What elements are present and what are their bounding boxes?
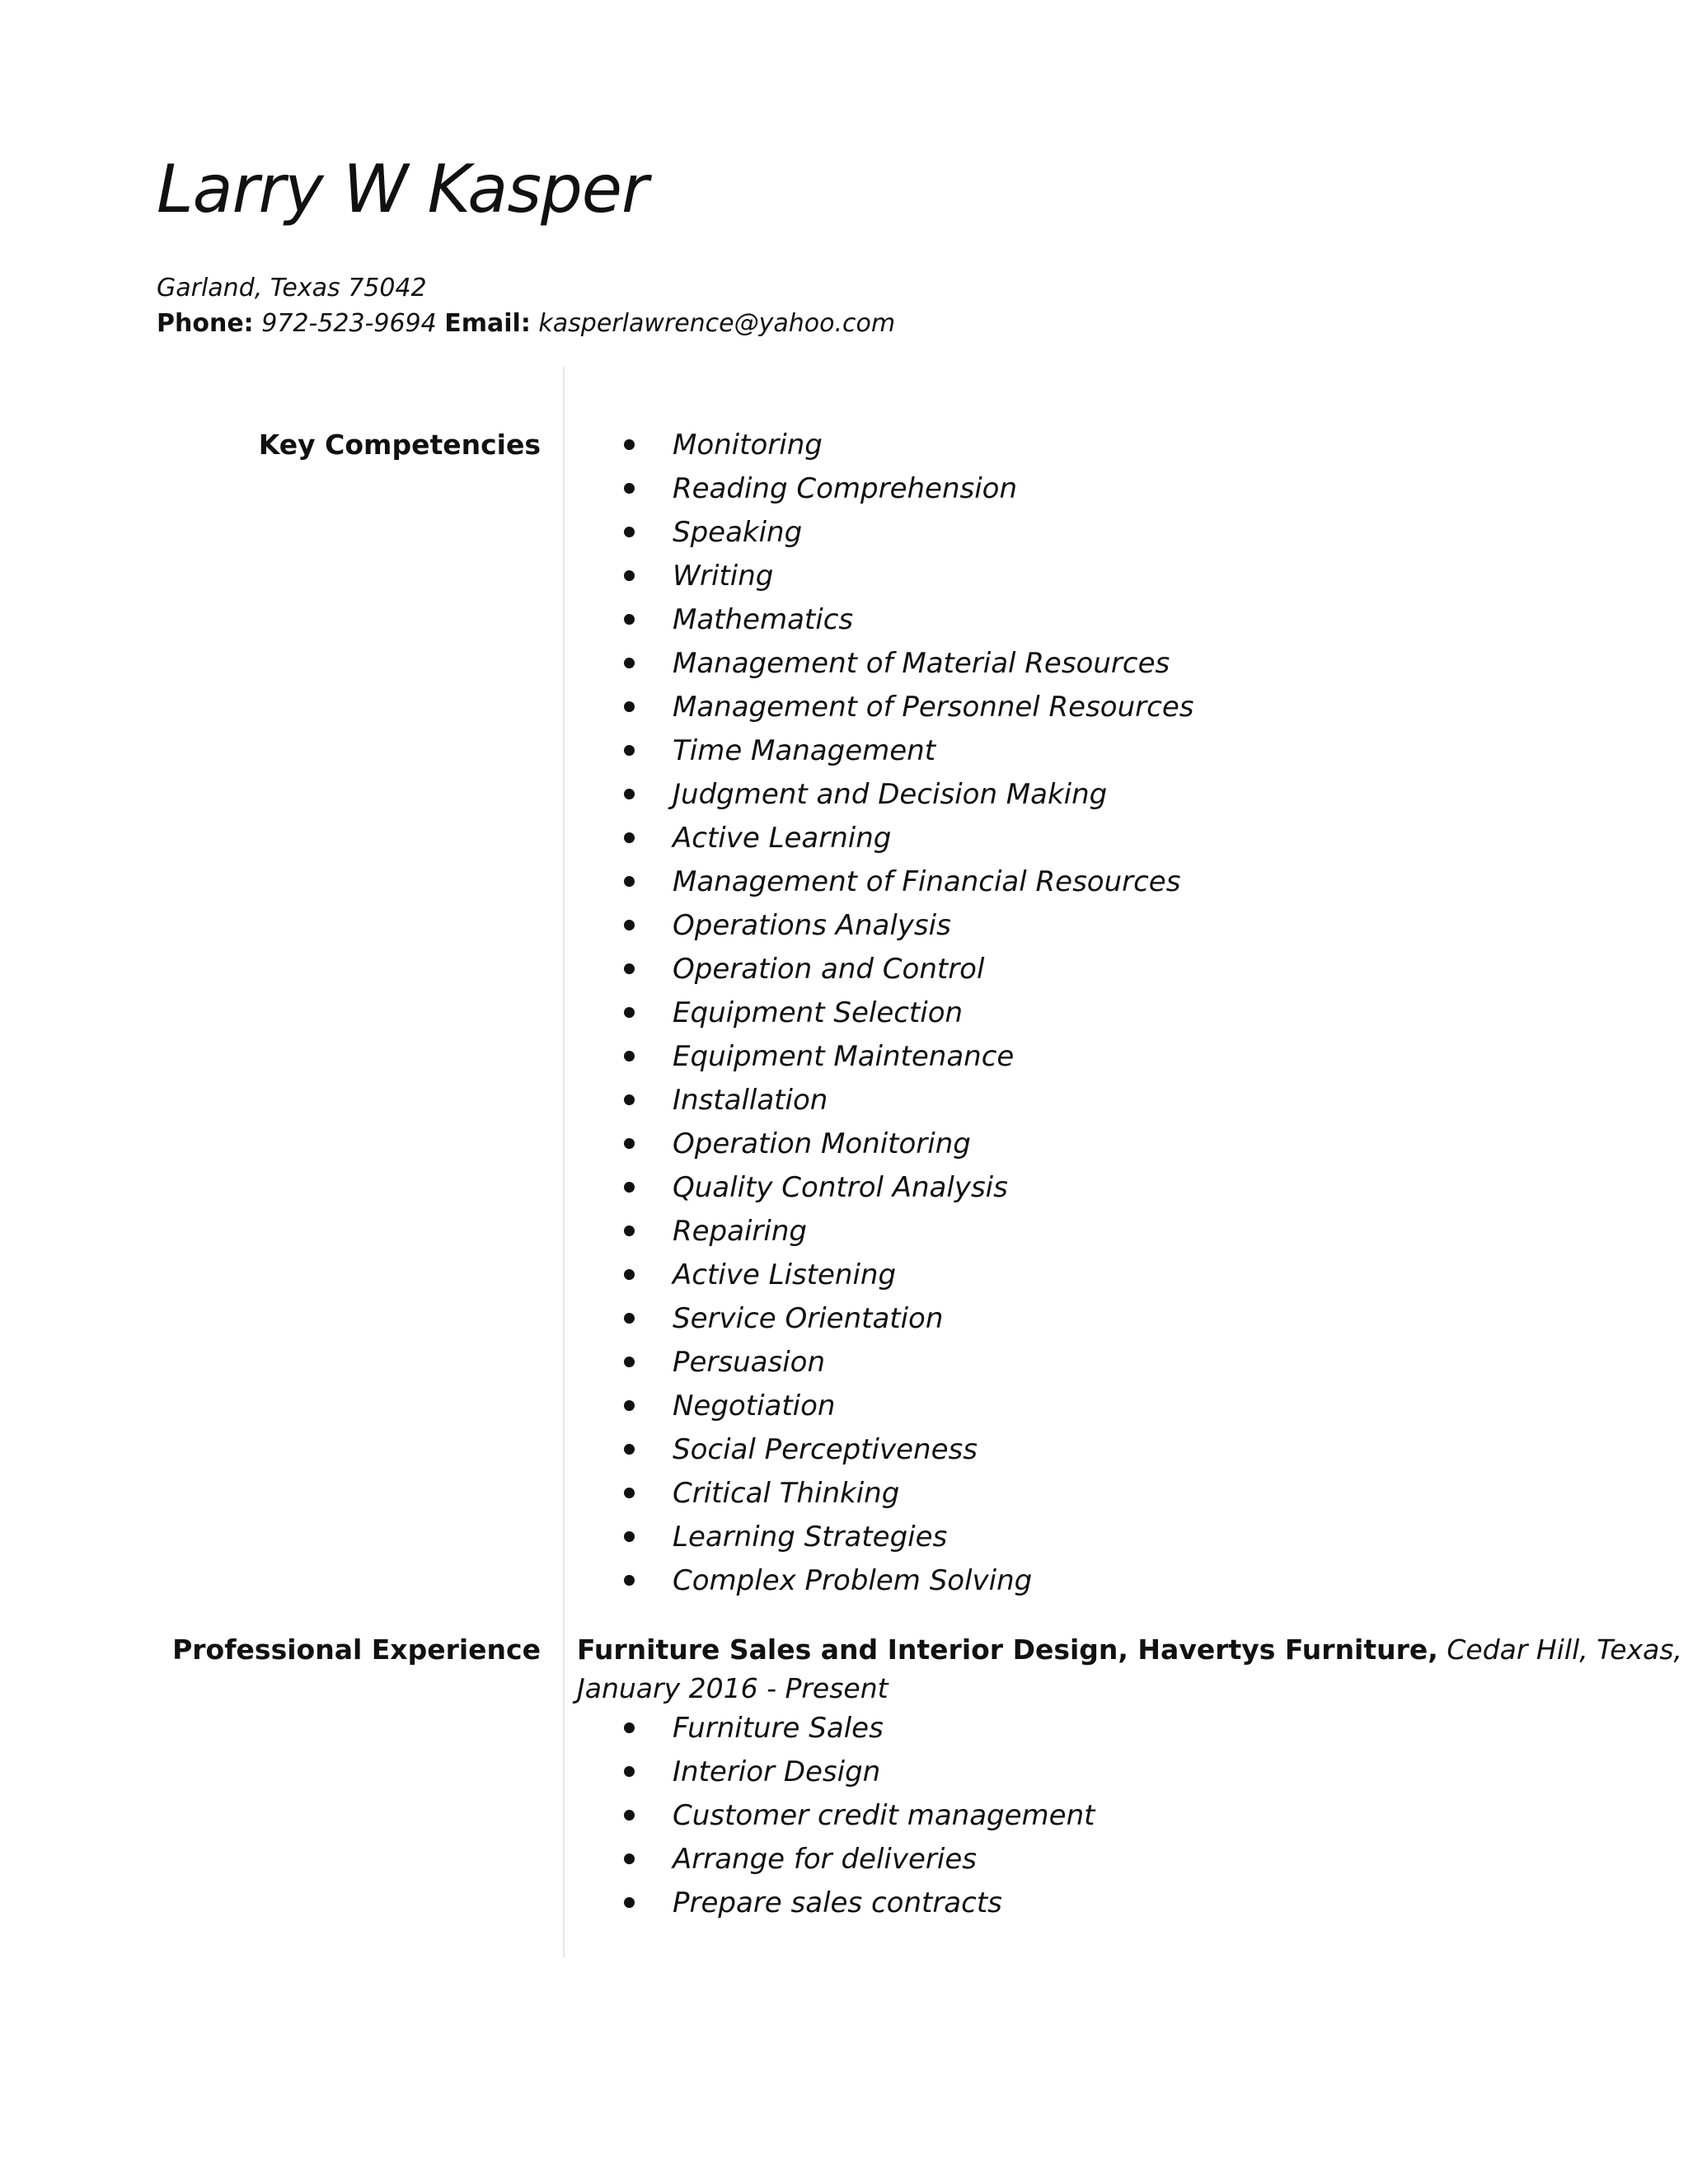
- bullet-icon: [624, 1269, 635, 1280]
- bullet-icon: [624, 920, 635, 930]
- bullet-icon: [624, 439, 635, 450]
- job-dates: January 2016 - Present: [577, 1672, 889, 1704]
- job-header: [577, 1633, 1683, 1666]
- bullet-icon: [624, 789, 635, 799]
- bullet-icon: [624, 701, 635, 712]
- bullet-icon: [624, 1488, 635, 1498]
- phone-number: 972-523-9694: [261, 309, 437, 338]
- bullet-icon: [624, 570, 635, 581]
- bullet-icon: [624, 1007, 635, 1018]
- column-divider: [563, 367, 565, 1957]
- bullet-icon: [624, 1357, 635, 1367]
- job-location: Cedar Hill, Texas,: [1447, 1633, 1683, 1666]
- key-competencies-heading: Key Competencies: [258, 429, 541, 461]
- bullet-icon: [624, 1051, 635, 1062]
- bullet-icon: [624, 1182, 635, 1193]
- bullet-icon: [624, 745, 635, 756]
- bullet-icon: [624, 1766, 635, 1777]
- bullet-icon: [624, 832, 635, 843]
- bullet-icon: [624, 527, 635, 537]
- bullet-icon: [624, 658, 635, 668]
- bullet-icon: [624, 1313, 635, 1324]
- bullet-icon: [624, 483, 635, 494]
- bullet-icon: [624, 1400, 635, 1411]
- contact-line: [157, 309, 896, 338]
- bullet-icon: [624, 876, 635, 887]
- resume-page: Larry W Kasper Garland, Texas 75042 Phone: 972-523-9694 Email: kasperlawrence@yahoo.com Key Competencies Monitoring Reading Comprehension Speaking Writing Mathematics Management of Material Resources Management of Personnel Resources Time Management Judgment and Decision Making Active Learning Management of Financial Resources Operations Analysis Operation and Control Equipment Selection Equipment Maintenance Installation Operation Monitoring Quality Control Analysis Repairing Active Listening Service Orientation Persuasion Negotiation Social Perceptiveness Critical Thinking Learning Strategies Complex Problem Solving Professional Experience Furniture Sales and Interior Design, Havertys Furniture, Cedar Hill, Texas, January 2016 - Present Furniture Sales Interior Design Customer credit management Arrange for deliveries Prepare sales contracts: [0, 0, 1688, 2184]
- bullet-icon: [624, 1138, 635, 1149]
- bullet-icon: [624, 1226, 635, 1236]
- bullet-icon: [624, 1531, 635, 1542]
- job-title: Furniture Sales and Interior Design, Havertys Furniture,: [577, 1633, 1438, 1666]
- bullet-icon: [624, 1444, 635, 1455]
- address: Garland, Texas 75042: [157, 274, 427, 302]
- phone-label: Phone:: [157, 309, 254, 338]
- bullet-icon: [624, 1094, 635, 1105]
- bullet-icon: [624, 963, 635, 974]
- email-address: kasperlawrence@yahoo.com: [538, 309, 896, 338]
- bullet-icon: [624, 1810, 635, 1821]
- bullet-icon: [624, 1722, 635, 1733]
- email-label: Email:: [444, 309, 531, 338]
- professional-experience-heading: Professional Experience: [172, 1633, 541, 1666]
- bullet-icon: [624, 1575, 635, 1586]
- bullet-icon: [624, 1854, 635, 1864]
- candidate-name: Larry W Kasper: [157, 151, 648, 227]
- bullet-icon: [624, 614, 635, 625]
- bullet-icon: [624, 1897, 635, 1908]
